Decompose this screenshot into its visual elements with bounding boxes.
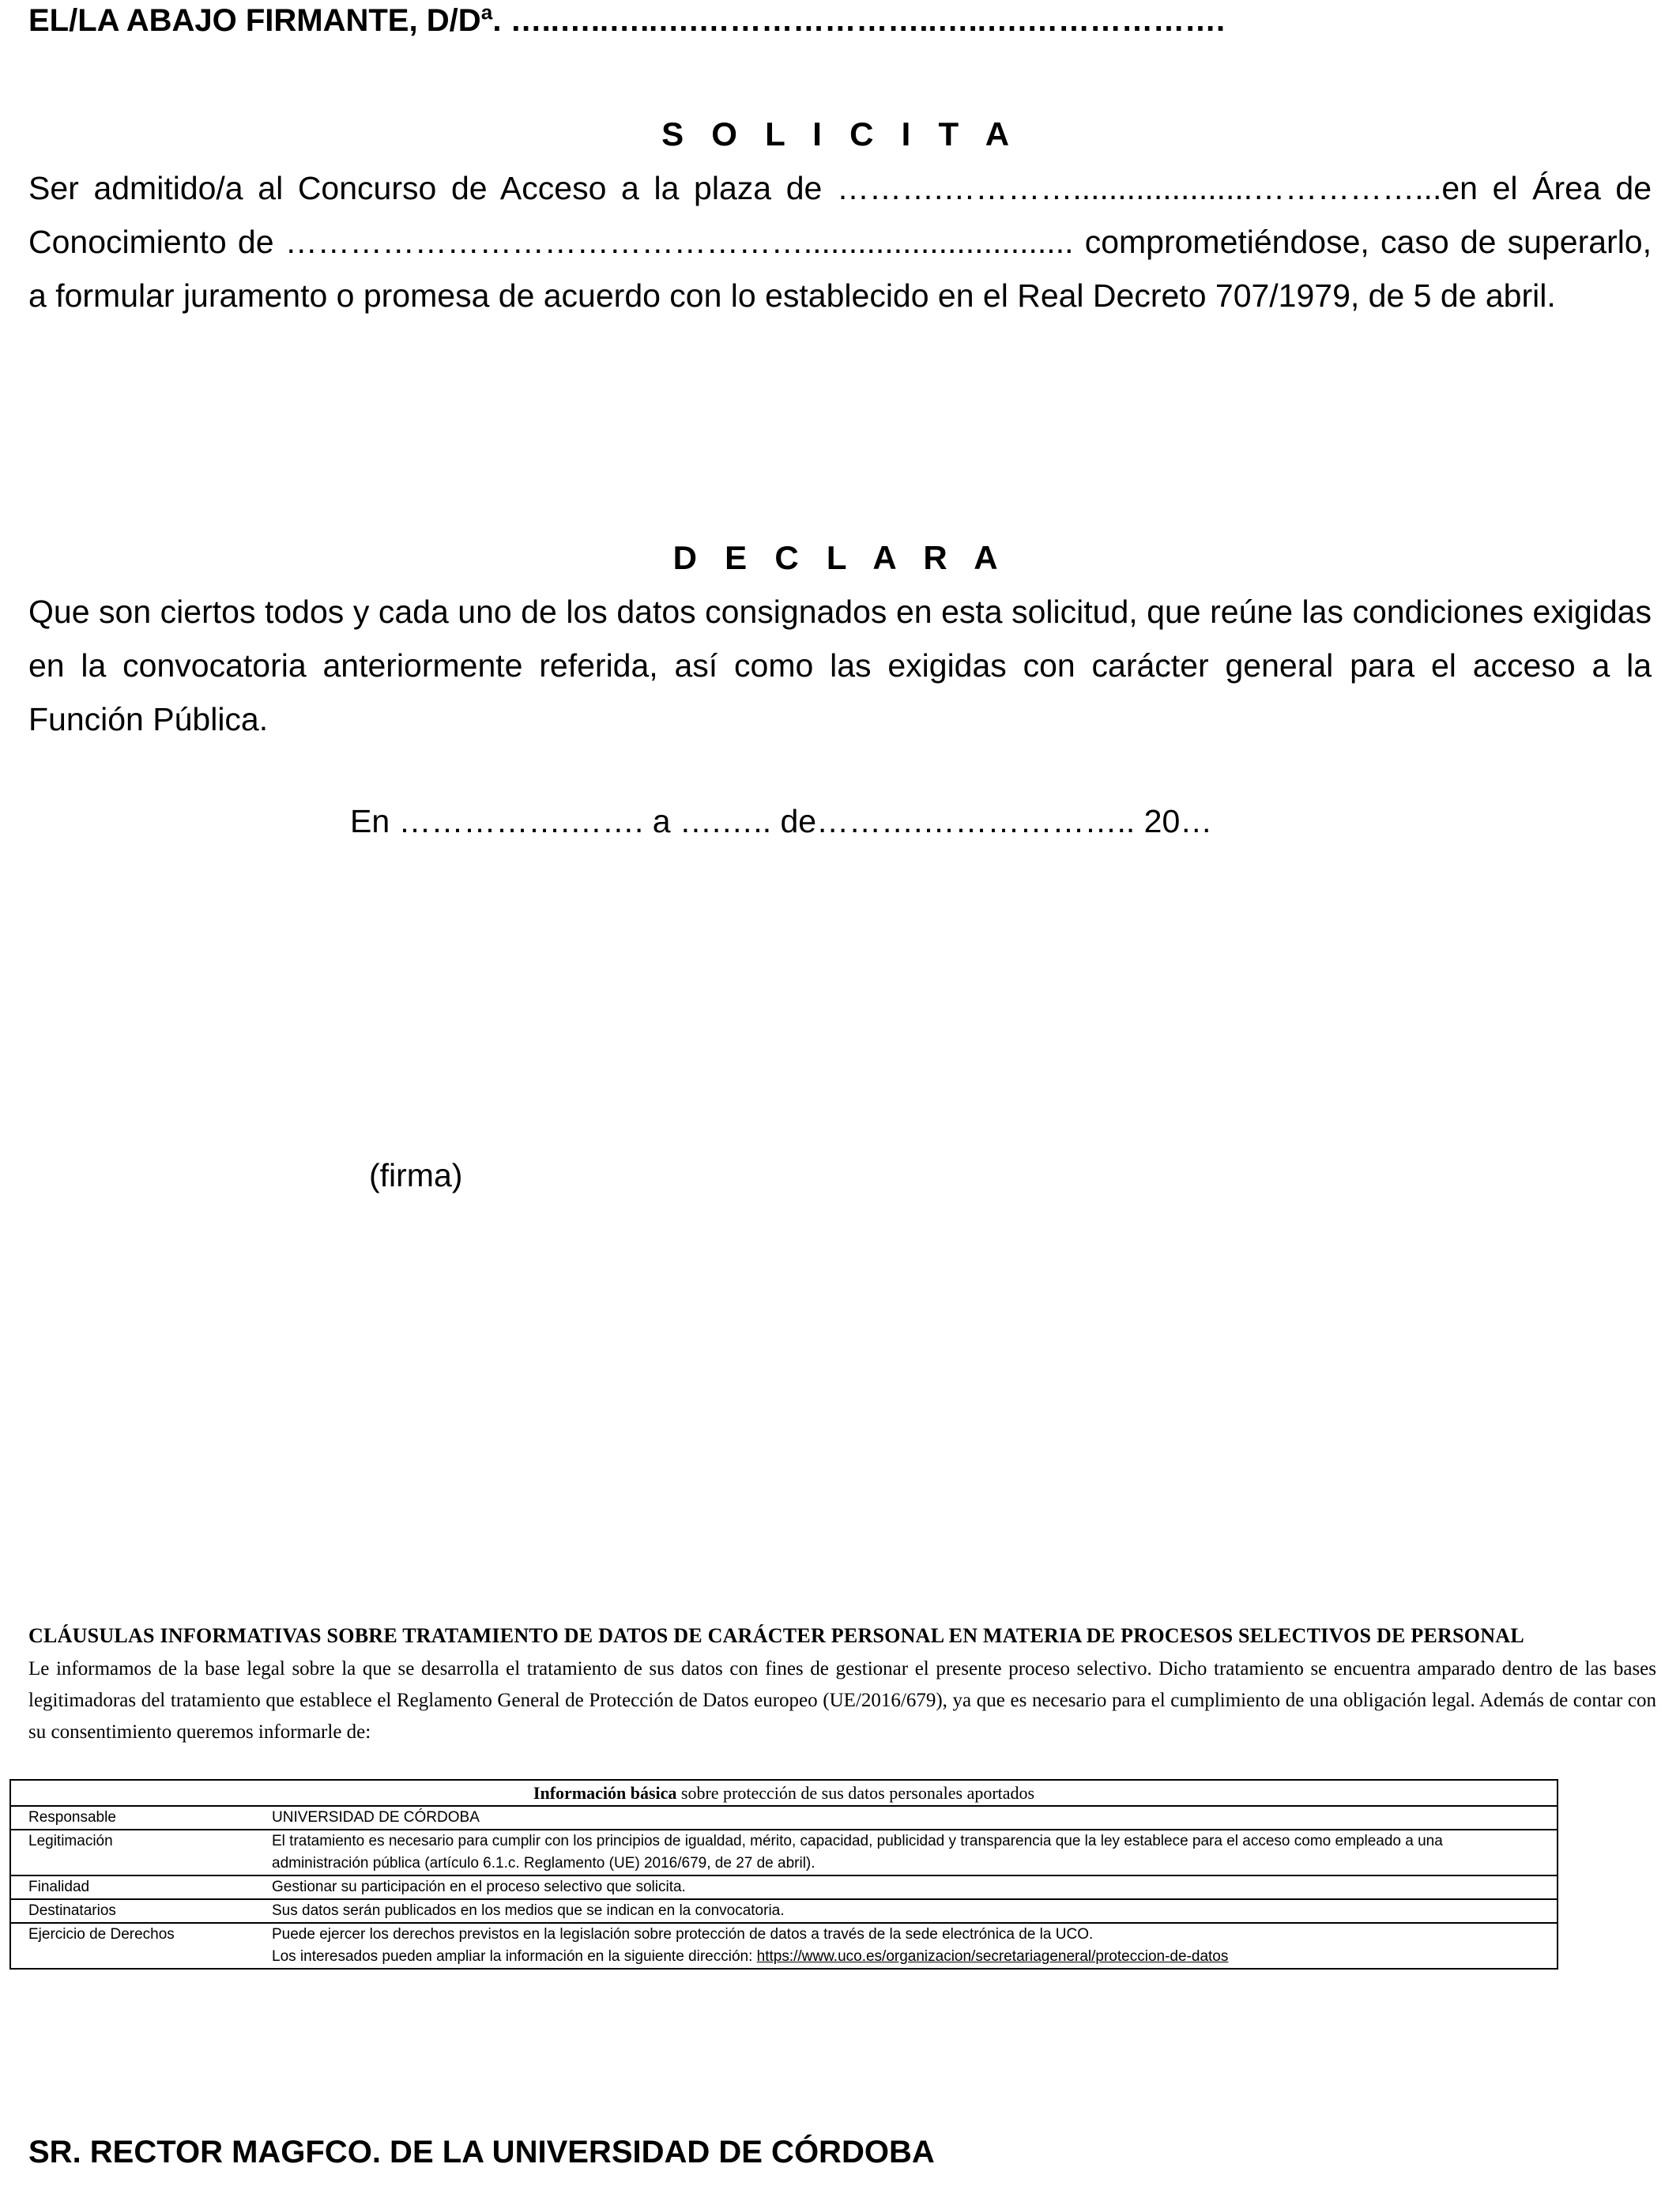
table-caption-bold: Información básica bbox=[533, 1783, 677, 1803]
data-protection-link[interactable]: https://www.uco.es/organizacion/secretariageneral/proteccion-de-datos bbox=[756, 1948, 1229, 1965]
declara-title: D E C L A R A bbox=[672, 539, 1008, 576]
addressee: SR. RECTOR MAGFCO. DE LA UNIVERSIDAD DE CÓRDOBA bbox=[28, 2135, 935, 2169]
signatory-line: EL/LA ABAJO FIRMANTE, D/Dª. …..…..…..….…………………..…..….………………. bbox=[28, 3, 1226, 38]
row-label: Legitimación bbox=[28, 1833, 113, 1849]
more-info-line bbox=[272, 1946, 1541, 1968]
row-value: El tratamiento es necesario para cumplir con los principios de igualdad, mérito, capacidad, publicidad y transparencia que la ley establece para el acceso como empleado a una administración pública (artículo 6.1.c. Reglamento (UE) 2016/679, de 27 de abril). bbox=[272, 1833, 1443, 1872]
solicita-title: S O L I C I T A bbox=[661, 115, 1019, 153]
data-protection-clauses-text: Le informamos de la base legal sobre la que se desarrolla el tratamiento de sus datos con fines de gestionar el presente proceso selectivo. Dicho tratamiento se encuentra amparado dentro de las bases legitimadoras del tratamiento que establece el Reglamento General de Protección de Datos europeo (UE/2016/679), ya que es necesario para el cumplimiento de una obligación legal. Además de contar con su consentimiento queremos informarle de: bbox=[28, 1658, 1656, 1743]
table-row bbox=[11, 1924, 1557, 1968]
rights-text: Puede ejercer los derechos previstos en la legislación sobre protección de datos a través de la sede electrónica de la UCO. bbox=[272, 1926, 1094, 1943]
table-row bbox=[11, 1830, 1557, 1876]
data-protection-table bbox=[9, 1779, 1558, 1970]
row-label: Responsable bbox=[28, 1809, 116, 1826]
data-protection-clauses-title: CLÁUSULAS INFORMATIVAS SOBRE TRATAMIENTO DE DATOS DE CARÁCTER PERSONAL EN MATERIA DE PROCESOS SELECTIVOS DE PERSONAL bbox=[28, 1624, 1524, 1647]
row-value: Sus datos serán publicados en los medios que se indican en la convocatoria. bbox=[272, 1902, 785, 1919]
row-label: Destinatarios bbox=[28, 1902, 116, 1919]
table-caption bbox=[11, 1781, 1557, 1807]
row-value bbox=[261, 1924, 1557, 1968]
row-label: Ejercicio de Derechos bbox=[28, 1926, 175, 1943]
row-value: UNIVERSIDAD DE CÓRDOBA bbox=[272, 1809, 480, 1826]
table-row bbox=[11, 1900, 1557, 1924]
signature-label: (firma) bbox=[369, 1157, 463, 1193]
place-date-line: En …………….……. a ….….. de……….……………….. 20… bbox=[350, 803, 1213, 839]
solicita-text: Ser admitido/a al Concurso de Acceso a la plaza de ……….…………....................……………...en el Área de Conocimiento de ………………………………………….............................. comprometiéndose, caso de superarlo, a formular juramento o promesa de acuerdo con lo establecido en el Real Decreto 707/1979, de 5 de abril. bbox=[28, 170, 1652, 314]
declara-text: Que son ciertos todos y cada uno de los datos consignados en esta solicitud, que reúne las condiciones exigidas en la convocatoria anteriormente referida, así como las exigidas con carácter general para el acceso a la Función Pública. bbox=[28, 594, 1652, 737]
row-label: Finalidad bbox=[28, 1879, 90, 1895]
more-info-text: Los interesados pueden ampliar la información en la siguiente dirección: bbox=[272, 1948, 757, 1965]
table-row bbox=[11, 1876, 1557, 1900]
table-caption-rest: sobre protección de sus datos personales aportados bbox=[676, 1783, 1035, 1803]
table-row bbox=[11, 1807, 1557, 1830]
row-value: Gestionar su participación en el proceso selectivo que solicita. bbox=[272, 1879, 686, 1895]
